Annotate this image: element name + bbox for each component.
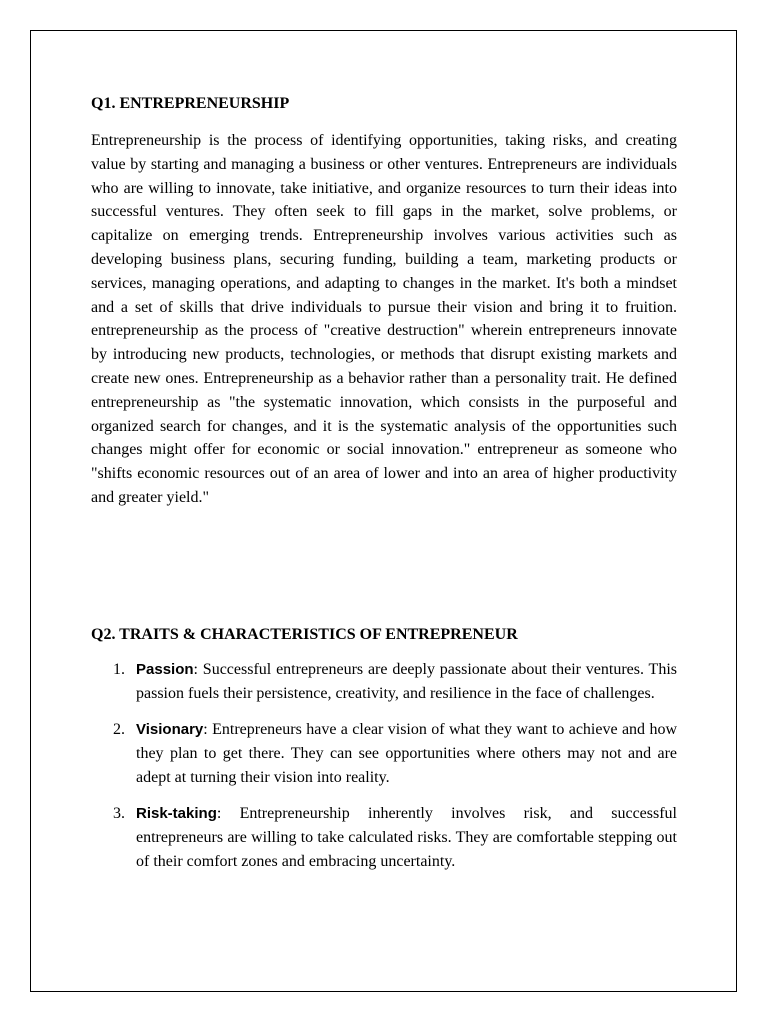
trait-term: Risk-taking — [136, 805, 217, 822]
trait-description: : Entrepreneurs have a clear vision of what they want to achieve and how they plan to get there. They can see opportunities where others may not and are adept at turning their vision into reality. — [136, 721, 677, 786]
trait-description: : Successful entrepreneurs are deeply passionate about their ventures. This passion fuels their persistence, creativity, and resilience in the face of challenges. — [136, 661, 677, 702]
trait-description: : Entrepreneurship inherently involves risk, and successful entrepreneurs are willing to take calculated risks. They are comfortable stepping out of their comfort zones and embracing uncertainty. — [136, 805, 677, 870]
trait-number: 3. — [113, 805, 125, 822]
traits-list — [91, 658, 677, 886]
q1-body-paragraph: Entrepreneurship is the process of identifying opportunities, taking risks, and creating value by starting and managing a business or other ventures. Entrepreneurs are individuals who are willing to innovate, take initiative, and organize resources to turn their ideas into successful ventures. They often seek to fill gaps in the market, solve problems, or capitalize on emerging trends. Entrepreneurship involves various activities such as developing business plans, securing funding, building a team, marketing products or services, managing operations, and adapting to changes in the market. It's both a mindset and a set of skills that drive individuals to pursue their vision and bring it to fruition. entrepreneurship as the process of "creative destruction" wherein entrepreneurs innovate by introducing new products, technologies, or methods that disrupt existing markets and create new ones. Entrepreneurship as a behavior rather than a personality trait. He defined entrepreneurship as "the systematic innovation, which consists in the purposeful and organized search for changes, and it is the systematic analysis of the opportunities such changes might offer for economic or social innovation." entrepreneur as someone who "shifts economic resources out of an area of lower and into an area of higher productivity and greater yield." — [91, 132, 677, 506]
q2-heading: Q2. TRAITS & CHARACTERISTICS OF ENTREPRENEUR — [91, 626, 518, 643]
q1-heading: Q1. ENTREPRENEURSHIP — [91, 95, 290, 112]
trait-term: Visionary — [136, 721, 204, 738]
trait-item-visionary — [91, 718, 677, 790]
trait-term: Passion — [136, 661, 194, 678]
trait-item-passion — [91, 658, 677, 706]
trait-number: 1. — [113, 661, 125, 678]
trait-number: 2. — [113, 721, 125, 738]
trait-item-risk-taking — [91, 802, 677, 874]
